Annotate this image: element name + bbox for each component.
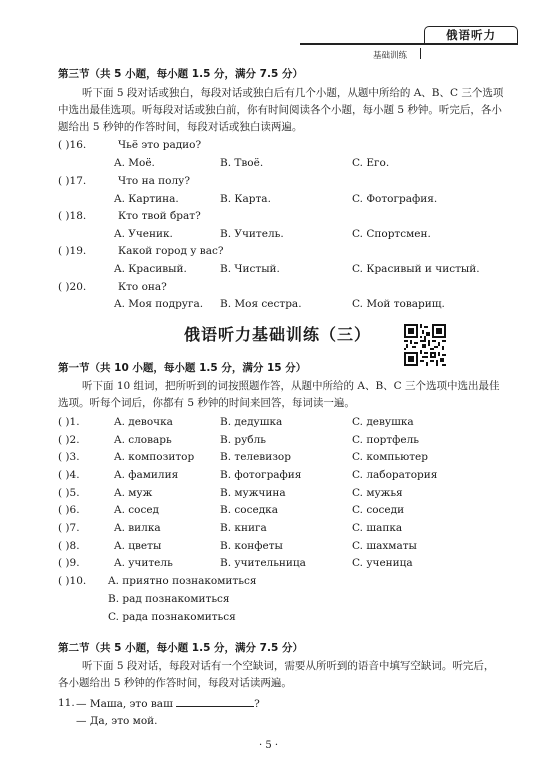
- header-rule: [300, 43, 518, 45]
- option-a[interactable]: A. муж: [114, 487, 153, 499]
- question-number[interactable]: ( )16.: [58, 139, 87, 151]
- option-c[interactable]: C. рада познакомиться: [108, 611, 236, 623]
- question-number[interactable]: ( )19.: [58, 245, 87, 257]
- section2-instructions: 听下面 5 段对话，每段对话有一个空缺词，需要从所听到的语音中填写空缺词。听完后，各小题给出 5 秒钟的作答时间，每段对话读两遍。: [58, 660, 495, 689]
- option-a[interactable]: A. Моя подруга.: [114, 298, 204, 310]
- question-text: Чьё это радио?: [118, 139, 202, 151]
- option-c[interactable]: C. Его.: [352, 157, 390, 169]
- option-a[interactable]: A. сосед: [114, 504, 160, 516]
- option-b[interactable]: B. Моя сестра.: [220, 298, 302, 310]
- question-text: Кто твой брат?: [118, 210, 201, 222]
- question-number[interactable]: ( )2.: [58, 434, 80, 446]
- option-a[interactable]: A. Ученик.: [114, 228, 173, 240]
- header-divider: [420, 48, 421, 59]
- section2-title: 第二节（共 5 小题，每小题 1.5 分，满分 7.5 分）: [58, 642, 303, 654]
- option-b[interactable]: B. мужчина: [220, 487, 286, 499]
- option-c[interactable]: C. портфель: [352, 434, 420, 446]
- header-subtitle: 基础训练: [373, 51, 408, 61]
- section3-instructions: 听下面 5 段对话或独白，每段对话或独白后有几个小题，从题中所给的 A、B、C 三个选项中选出最佳选项。听每段对话或独白前，你有时间阅读各个小题，每小题 5 秒钟。听完后，各小题给出 5 秒钟的作答时间，每段对话或独白读两遍。: [58, 87, 504, 133]
- option-a[interactable]: A. Моё.: [114, 157, 155, 169]
- question-number[interactable]: ( )6.: [58, 504, 80, 516]
- option-b[interactable]: B. телевизор: [220, 451, 291, 463]
- option-c[interactable]: C. шапка: [352, 522, 403, 534]
- option-a[interactable]: A. девочка: [114, 416, 173, 428]
- question-number[interactable]: ( )9.: [58, 557, 80, 569]
- question-number[interactable]: ( )1.: [58, 416, 80, 428]
- option-b[interactable]: B. рубль: [220, 434, 266, 446]
- option-c[interactable]: C. Спортсмен.: [352, 228, 431, 240]
- option-a[interactable]: A. фамилия: [114, 469, 179, 481]
- question-number: 11.: [58, 697, 75, 709]
- option-b[interactable]: B. рад познакомиться: [108, 593, 230, 605]
- option-a[interactable]: A. вилка: [114, 522, 161, 534]
- page-header: [300, 26, 518, 61]
- page-number: · 5 ·: [259, 740, 279, 751]
- header-tab: 俄语听力: [424, 26, 518, 44]
- option-a[interactable]: A. Картина.: [114, 193, 179, 205]
- option-b[interactable]: B. учительница: [220, 557, 306, 569]
- option-c[interactable]: C. мужья: [352, 487, 403, 499]
- option-b[interactable]: B. Учитель.: [220, 228, 284, 240]
- option-b[interactable]: B. дедушка: [220, 416, 283, 428]
- question-number[interactable]: ( )10.: [58, 575, 87, 587]
- option-c[interactable]: C. соседи: [352, 504, 405, 516]
- question-number[interactable]: ( )18.: [58, 210, 87, 222]
- option-a[interactable]: A. цветы: [114, 540, 162, 552]
- option-a[interactable]: A. словарь: [114, 434, 172, 446]
- section1-instructions: 听下面 10 组词，把所听到的词按照题作答，从题中所给的 A、B、C 三个选项中选出最佳选项。听每个词后，你都有 5 秒钟的时间来回答，每词读一遍。: [58, 380, 500, 409]
- dialogue-text: — Маша, это ваш: [76, 698, 173, 710]
- option-a[interactable]: A. Красивый.: [114, 263, 187, 275]
- section3-title: 第三节（共 5 小题，每小题 1.5 分，满分 7.5 分）: [58, 68, 303, 80]
- question-number[interactable]: ( )17.: [58, 175, 87, 187]
- question-number[interactable]: ( )7.: [58, 522, 80, 534]
- question-text: Что на полу?: [118, 175, 190, 187]
- option-c[interactable]: C. девушка: [352, 416, 414, 428]
- option-a[interactable]: A. композитор: [114, 451, 195, 463]
- answer-blank[interactable]: [176, 696, 254, 707]
- question-number[interactable]: ( )3.: [58, 451, 80, 463]
- option-a[interactable]: A. учитель: [114, 557, 173, 569]
- option-b[interactable]: B. конфеты: [220, 540, 283, 552]
- option-c[interactable]: C. лаборатория: [352, 469, 438, 481]
- dialogue-punct: ?: [254, 698, 260, 710]
- option-a[interactable]: A. приятно познакомиться: [108, 575, 257, 587]
- question-number[interactable]: ( )20.: [58, 281, 87, 293]
- option-c[interactable]: C. Фотография.: [352, 193, 438, 205]
- question-text: Кто она?: [118, 281, 167, 293]
- option-b[interactable]: B. книга: [220, 522, 267, 534]
- dialogue-line-1: [76, 696, 260, 711]
- option-b[interactable]: B. соседка: [220, 504, 278, 516]
- question-number[interactable]: ( )8.: [58, 540, 80, 552]
- question-number[interactable]: ( )5.: [58, 487, 80, 499]
- dialogue-line-2: — Да, это мой.: [76, 715, 158, 727]
- qr-code-icon[interactable]: [404, 324, 446, 366]
- option-c[interactable]: C. ученица: [352, 557, 413, 569]
- option-b[interactable]: B. фотография: [220, 469, 302, 481]
- option-b[interactable]: B. Твоё.: [220, 157, 264, 169]
- option-c[interactable]: C. шахматы: [352, 540, 417, 552]
- option-b[interactable]: B. Чистый.: [220, 263, 280, 275]
- lesson-title: 俄语听力基础训练（三）: [184, 325, 372, 344]
- option-c[interactable]: C. Мой товарищ.: [352, 298, 445, 310]
- option-c[interactable]: C. Красивый и чистый.: [352, 263, 480, 275]
- question-number[interactable]: ( )4.: [58, 469, 80, 481]
- question-text: Какой город у вас?: [118, 245, 224, 257]
- option-b[interactable]: B. Карта.: [220, 193, 271, 205]
- section1-title: 第一节（共 10 小题，每小题 1.5 分，满分 15 分）: [58, 362, 307, 374]
- option-c[interactable]: C. компьютер: [352, 451, 428, 463]
